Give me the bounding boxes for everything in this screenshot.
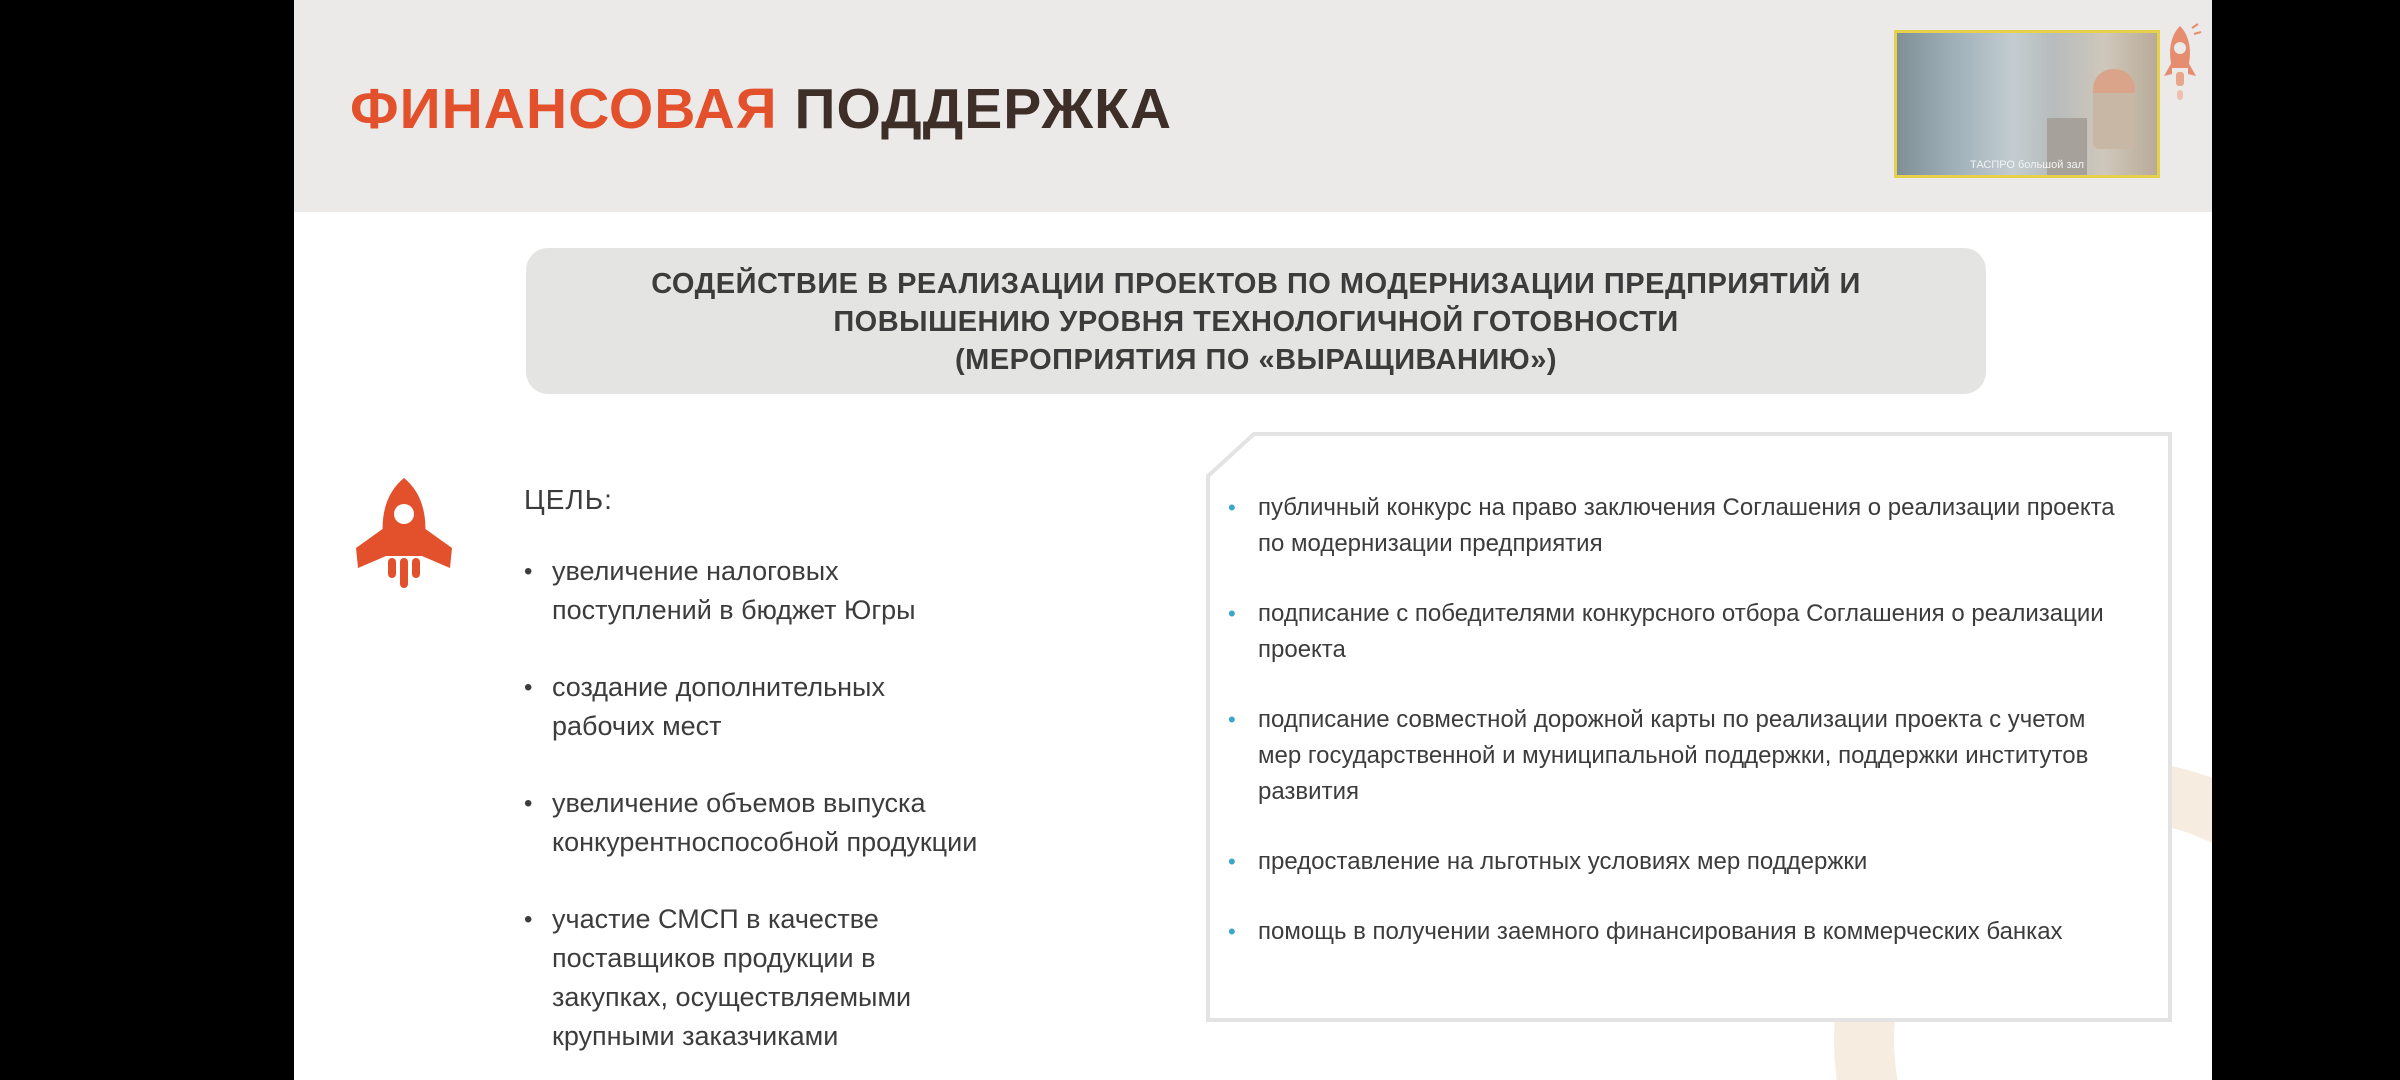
step-item: • помощь в получении заемного финансирования в коммерческих банках (1228, 918, 2063, 945)
presentation-slide (294, 0, 2212, 1080)
step-item: • подписание с победителями конкурсного отбора Соглашения о реализации проекта (1228, 600, 2104, 663)
webcam-caption: ТАСПРО большой зал (1969, 159, 2085, 171)
brand-rocket-logo-icon (2158, 22, 2202, 112)
goal-label: ЦЕЛЬ: (524, 484, 613, 515)
topic-banner (526, 248, 1986, 394)
speaker-webcam-video[interactable] (1894, 30, 2160, 178)
step-item: • предоставление на льготных условиях мер поддержки (1228, 848, 1868, 875)
goal-item: • увеличение объемов выпуска конкурентноспособной продукции (524, 788, 978, 857)
steps-list (1228, 490, 2128, 984)
banner-line-1: СОДЕЙСТВИЕ В РЕАЛИЗАЦИИ ПРОЕКТОВ ПО МОДЕРНИЗАЦИИ ПРЕДПРИЯТИЙ И (651, 268, 1861, 300)
title-accent: ФИНАНСОВАЯ (350, 77, 778, 141)
step-text: подписание совместной дорожной карты по реализации проекта с учетом мер государственной и муниципальной поддержки, поддержки институтов развития (1258, 706, 2089, 805)
goal-item: • участие СМСП в качестве поставщиков продукции в закупках, осуществляемыми крупными заказчиками (524, 904, 912, 1051)
banner-line-2: ПОВЫШЕНИЮ УРОВНЯ ТЕХНОЛОГИЧНОЙ ГОТОВНОСТИ (833, 306, 1679, 338)
goal-item: • увеличение налоговых поступлений в бюджет Югры (524, 556, 916, 625)
goal-text: участие СМСП в качестве поставщиков продукции в закупках, осуществляемыми крупными заказчиками (552, 904, 912, 1051)
step-text: помощь в получении заемного финансирования в коммерческих банках (1258, 918, 2063, 945)
step-item: • подписание совместной дорожной карты по реализации проекта с учетом мер государственной и муниципальной поддержки, поддержки институтов развития (1228, 706, 2089, 805)
slide-header (294, 0, 2212, 212)
slide-title (350, 76, 1172, 142)
step-item: • публичный конкурс на право заключения Соглашения о реализации проекта по модернизации предприятия (1228, 494, 2115, 557)
banner-line-3: (МЕРОПРИЯТИЯ ПО «ВЫРАЩИВАНИЮ») (955, 344, 1557, 376)
goal-text: создание дополнительных рабочих мест (552, 672, 885, 741)
step-text: подписание с победителями конкурсного отбора Соглашения о реализации проекта (1258, 600, 2104, 663)
title-main: ПОДДЕРЖКА (794, 77, 1173, 141)
step-text: предоставление на льготных условиях мер поддержки (1258, 848, 1868, 875)
step-text: публичный конкурс на право заключения Соглашения о реализации проекта по модернизации предприятия (1258, 494, 2115, 557)
rocket-icon (350, 476, 458, 596)
speaker-figure (2093, 69, 2135, 149)
goal-text: увеличение объемов выпуска конкурентноспособной продукции (552, 788, 978, 857)
goal-item: • создание дополнительных рабочих мест (524, 672, 885, 741)
goal-text: увеличение налоговых поступлений в бюджет Югры (552, 556, 916, 625)
goal-list (524, 552, 984, 1080)
